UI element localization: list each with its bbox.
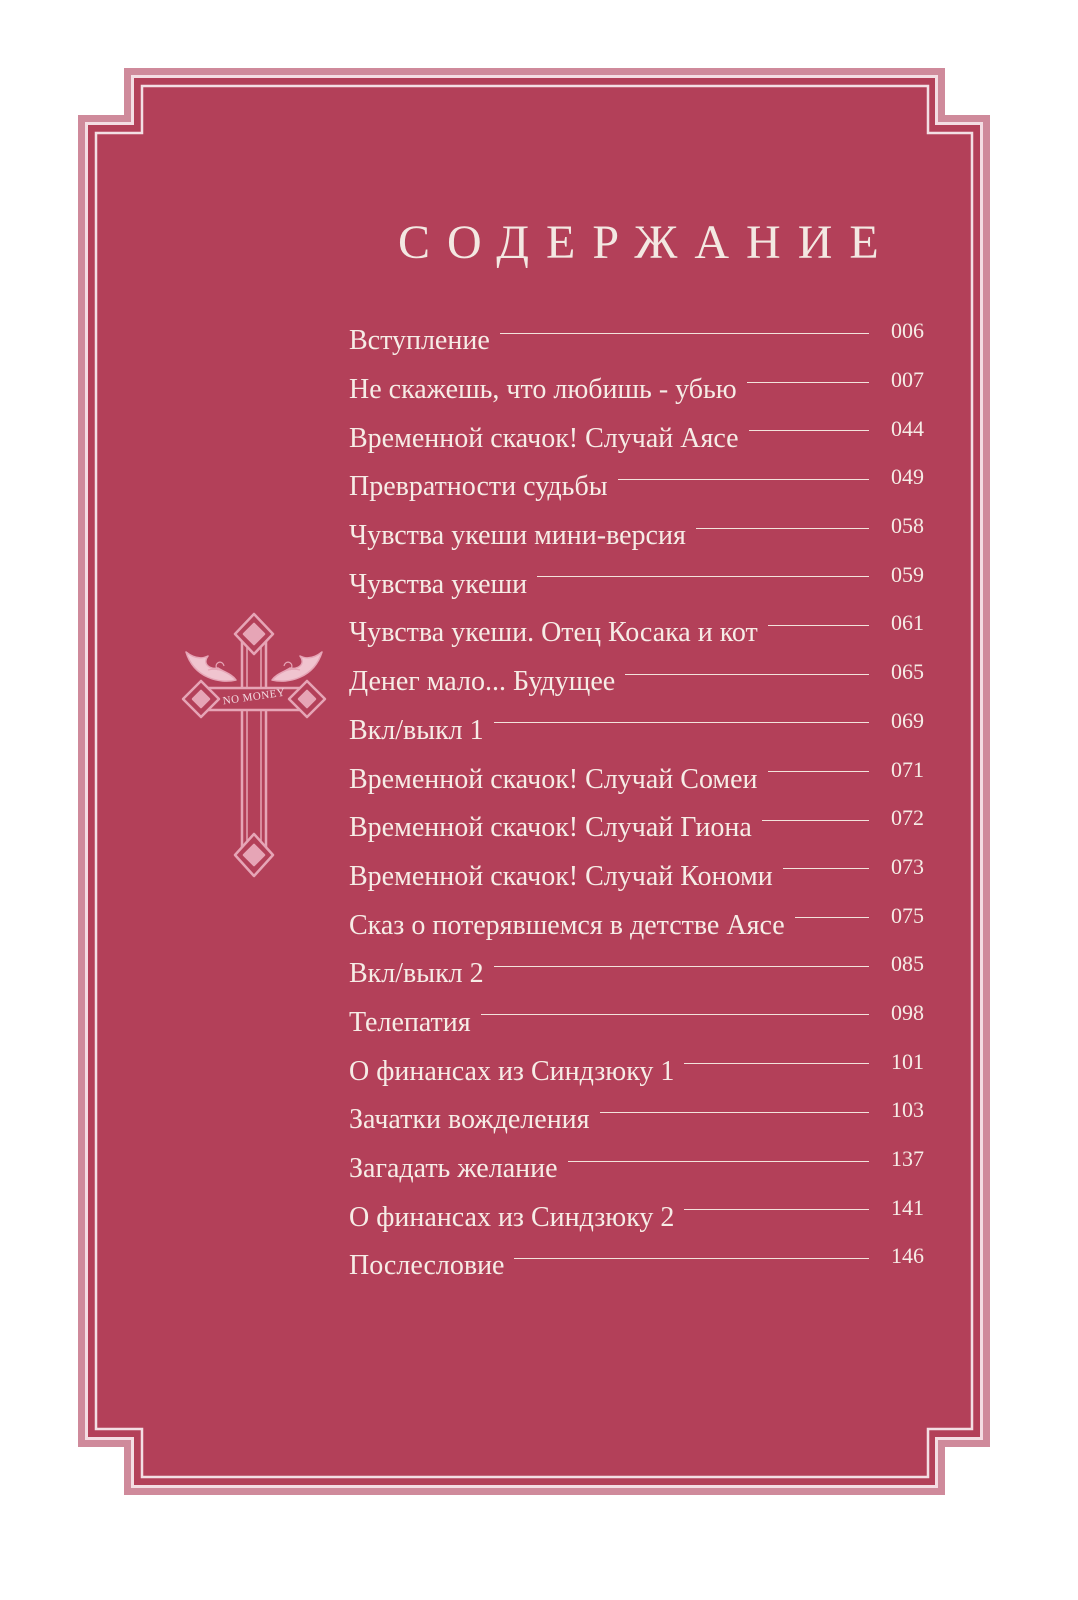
toc-entry-title: Временной скачок! Случай Аясе [349,422,739,454]
toc-entry-title: Вступление [349,325,490,357]
toc-entry-page: 103 [891,1097,924,1123]
page-title: СОДЕРЖАНИЕ [398,216,896,269]
toc-entry[interactable] [349,654,924,703]
dotted-leader [684,1063,869,1064]
toc-entry-page: 059 [891,561,924,587]
dotted-leader [783,868,869,869]
dotted-leader [600,1112,869,1113]
toc-entry[interactable] [349,410,924,459]
toc-entry-page: 101 [891,1048,924,1074]
dotted-leader [684,1209,869,1210]
toc-entry[interactable] [349,995,924,1044]
emblem-text: NO MONEY [221,686,287,708]
toc-entry-title: Загадать желание [349,1153,558,1185]
toc-entry-page: 073 [891,853,924,879]
toc-entry[interactable] [349,751,924,800]
toc-entry-title: Временной скачок! Случай Сомеи [349,763,758,795]
dotted-leader [568,1161,869,1162]
toc-entry-title: Сказ о потерявшемся в детстве Аясе [349,909,785,941]
dotted-leader [696,528,869,529]
toc-entry[interactable] [349,1238,924,1287]
toc-entry[interactable] [349,508,924,557]
toc-entry-title: Послесловие [349,1250,505,1282]
dotted-leader [537,576,869,577]
table-of-contents [349,313,924,1287]
toc-entry[interactable] [349,897,924,946]
toc-entry-title: Вкл/выкл 1 [349,714,484,746]
dotted-leader [749,430,869,431]
dotted-leader [481,1014,869,1015]
toc-entry-page: 098 [891,999,924,1025]
toc-entry-title: Чувства укеши. Отец Косака и кот [349,617,758,649]
toc-entry-page: 006 [891,318,924,344]
toc-entry-page: 069 [891,707,924,733]
toc-entry-title: Превратности судьбы [349,471,608,503]
toc-entry-title: Временной скачок! Случай Гиона [349,812,752,844]
winged-cross-icon [180,612,328,882]
toc-entry-title: Денег мало... Будущее [349,666,616,698]
toc-entry-title: Вкл/выкл 2 [349,958,484,990]
toc-entry-page: 058 [891,513,924,539]
toc-entry[interactable] [349,556,924,605]
toc-entry[interactable] [349,1092,924,1141]
toc-entry-page: 072 [891,805,924,831]
toc-entry-page: 141 [891,1194,924,1220]
toc-entry[interactable] [349,1189,924,1238]
dotted-leader [747,382,869,383]
toc-entry-title: Телепатия [349,1006,471,1038]
toc-entry[interactable] [349,800,924,849]
toc-entry-page: 071 [891,756,924,782]
dotted-leader [762,820,869,821]
toc-entry[interactable] [349,362,924,411]
toc-entry[interactable] [349,1043,924,1092]
dotted-leader [494,966,869,967]
dotted-leader [768,625,869,626]
toc-entry[interactable] [349,946,924,995]
toc-entry-title: О финансах из Синдзюку 1 [349,1055,675,1087]
toc-entry[interactable] [349,1141,924,1190]
toc-entry[interactable] [349,313,924,362]
toc-entry-page: 044 [891,415,924,441]
toc-entry-title: О финансах из Синдзюку 2 [349,1201,675,1233]
toc-entry-title: Чувства укеши [349,568,528,600]
toc-entry-title: Чувства укеши мини-версия [349,520,686,552]
toc-entry-title: Временной скачок! Случай Кономи [349,860,773,892]
dotted-leader [514,1258,869,1259]
dotted-leader [768,771,869,772]
toc-entry[interactable] [349,703,924,752]
dotted-leader [625,674,869,675]
toc-entry-page: 085 [891,951,924,977]
dotted-leader [795,917,869,918]
toc-entry-title: Не скажешь, что любишь - убью [349,374,737,406]
toc-entry-page: 049 [891,464,924,490]
dotted-leader [494,722,869,723]
dotted-leader [618,479,869,480]
toc-entry[interactable] [349,605,924,654]
toc-entry[interactable] [349,849,924,898]
toc-entry[interactable] [349,459,924,508]
toc-entry-page: 061 [891,610,924,636]
toc-entry-title: Зачатки вожделения [349,1104,590,1136]
toc-entry-page: 065 [891,659,924,685]
toc-entry-page: 137 [891,1146,924,1172]
toc-entry-page: 007 [891,367,924,393]
toc-entry-page: 075 [891,902,924,928]
dotted-leader [500,333,869,334]
toc-entry-page: 146 [891,1243,924,1269]
